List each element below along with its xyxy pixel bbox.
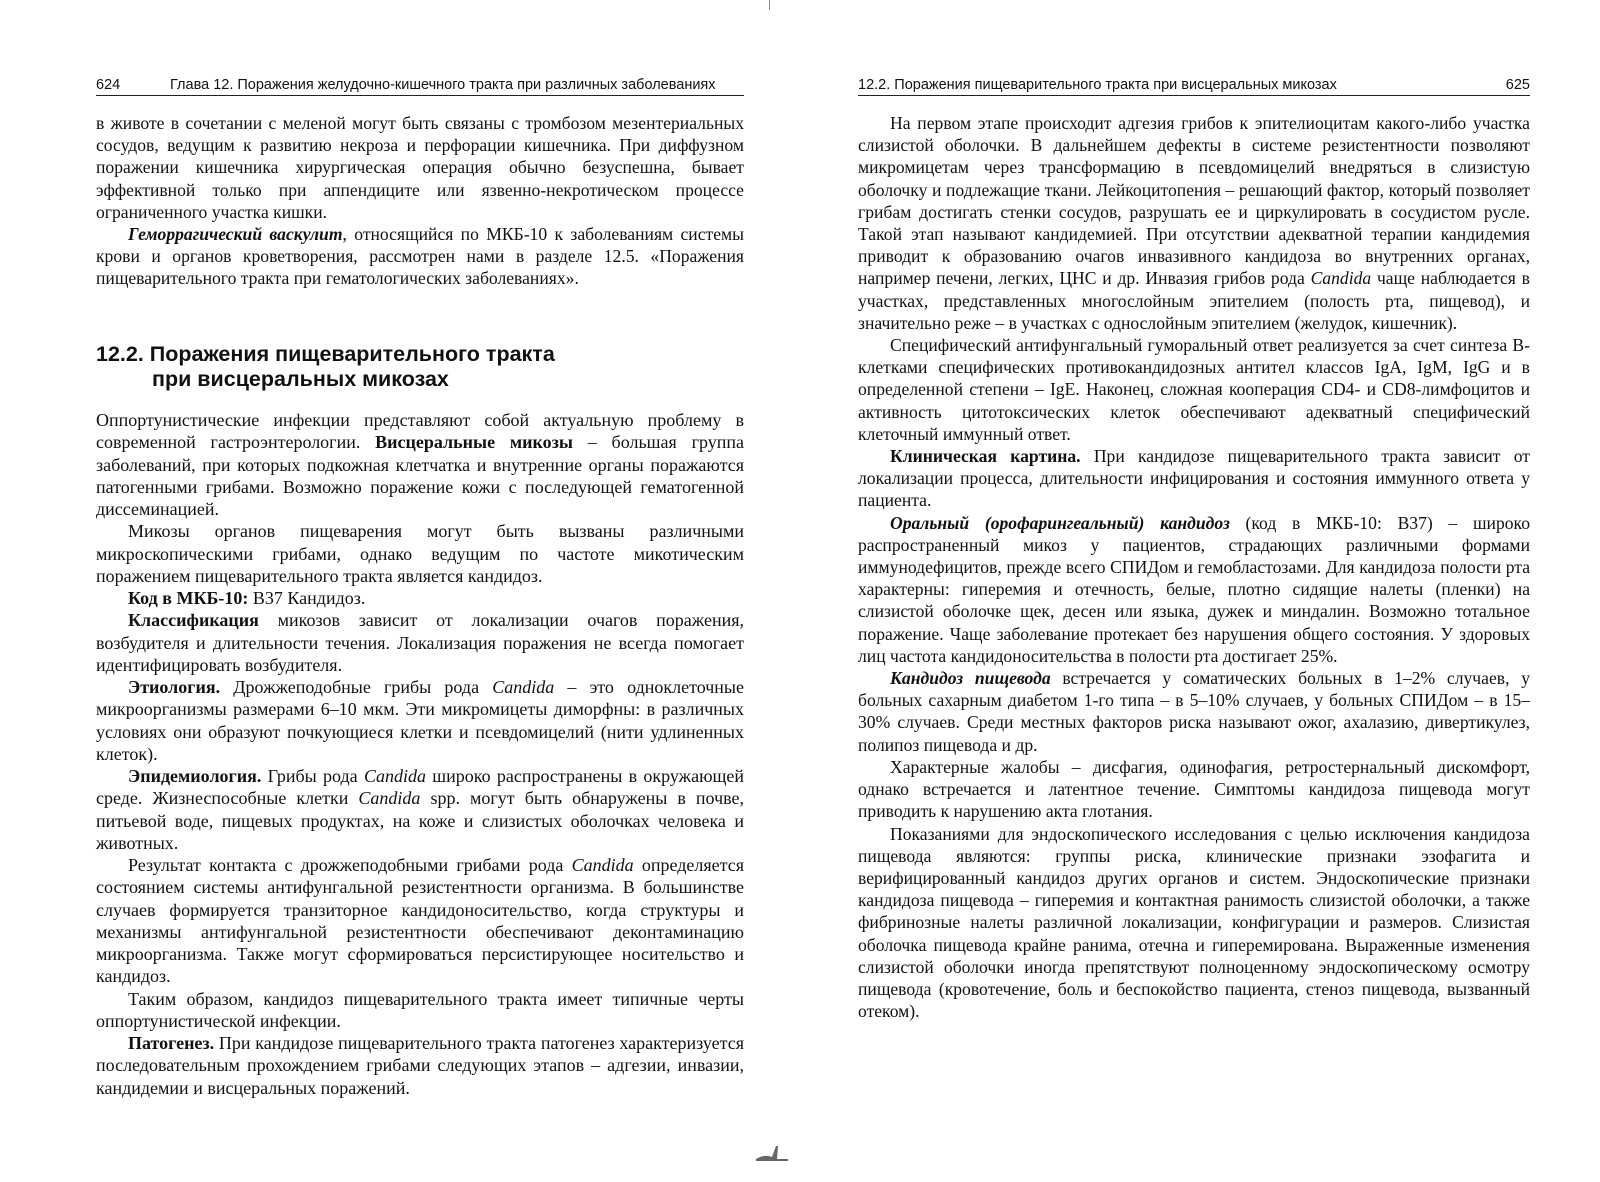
paragraph-text: чаще наблюдается в участках, представленных многослойным эпителием (полость рта, пищевод), и значительно реже – в участках с однослойным эпителием (желудок, кишечник). (858, 268, 1530, 333)
genus-name: Candida (1310, 268, 1372, 289)
paragraph-text: spp. могут быть обнаружены в почве, питьевой воде, пищевых продуктах, на коже и слизистых оболочках человека и животных. (96, 788, 745, 853)
term: Кандидоз пищевода (890, 668, 1051, 689)
right-running-header (858, 76, 1530, 96)
paragraph: Специфический антифунгальный гуморальный ответ реализуется за счет синтеза В-клетками специфических противокандидозных антител классов IgA, IgM, IgG и в определенной степени – IgE. Наконец, сложная кооперация CD4- и CD8-лимфоцитов и активность цитотоксических клеток обеспечивают адекватный специфический клеточный иммунный ответ. (858, 335, 1530, 444)
paragraph-text: широко распространены в окружающей среде. Жизнеспособные клетки (96, 766, 744, 809)
right-running-head-title: 12.2. Поражения пищеварительного тракта при висцеральных микозах (858, 77, 1337, 93)
paragraph: Микозы органов пищеварения могут быть вызваны различными микроскопическими грибами, однако ведущим по частоте микотическим поражением пищеварительного тракта является кандидоз. (96, 521, 744, 586)
paragraph-text: Оппортунистические инфекции представляют собой актуальную проблему в современной гастроэнтерологии. (96, 410, 744, 453)
paragraph-text: Грибы рода (261, 766, 364, 786)
term: Эпидемиология. (128, 766, 262, 786)
section-heading-line-2: при висцеральных микозах (152, 367, 449, 391)
paragraph-text: микозов зависит от локализации очагов поражения, возбудителя и длительности течения. Локализация поражения не всегда помогает идентифицировать возбудителя. (96, 610, 744, 675)
paragraph-text: определяется состоянием системы антифунгальной резистентности организма. В большинстве случаев формируется транзиторное кандидоносительство, когда структуры и механизмы антифунгальной резистентности обеспечивают деконтаминацию микроорганизма. Также могут сформироваться персистирующее носительство и кандидоз. (96, 855, 744, 987)
paragraph-text: При кандидозе пищеварительного тракта зависит от локализации процесса, длительности инфицирования и состояния иммунного ответа у пациента. (858, 446, 1530, 511)
paragraph (96, 409, 744, 520)
term: Клиническая картина. (890, 446, 1081, 467)
term: Этиология. (128, 677, 221, 697)
paragraph-text: (код в МКБ-10: В37) – широко распространенный микоз у пациентов, страдающих различными формами иммунодефицитов, прежде всего СПИДом и гемобластозами. Для кандидоза полости рта характерны: гиперемия и отечность, белые, плотно сидящие налеты (пленки) на слизистой оболочке щек, десен или языка, дужек и миндалин. Возможно тотальное поражение. Чаще заболевание протекает без нарушения общего состояния. У здоровых лиц частота кандидоносительства в полости рта достигает 25%. (858, 512, 1530, 666)
paragraph (96, 854, 744, 988)
paragraph (96, 609, 744, 676)
paragraph: Таким образом, кандидоз пищеварительного тракта имеет типичные черты оппортунистической инфекции. (96, 988, 744, 1031)
left-page-number: 624 (96, 77, 121, 93)
genus-name: Candida (358, 788, 421, 809)
paragraph-text: При кандидозе пищеварительного тракта патогенез характеризуется последовательным прохождением грибами следующих этапов – адгезии, инвазии, кандидемии и висцеральных поражений. (96, 1033, 744, 1098)
genus-name: Candida (492, 677, 555, 697)
left-section-text (96, 409, 744, 1099)
paragraph-text: – большая группа заболеваний, при которых подкожная клетчатка и внутренние органы поражаются патогенными грибами. Возможно поражение кожи с последующей гематогенной диссеминацией. (96, 432, 744, 519)
left-running-head-title: Глава 12. Поражения желудочно-кишечного тракта при различных заболеваниях (170, 77, 716, 93)
paragraph (858, 667, 1530, 756)
paragraph (96, 223, 744, 290)
paragraph-text: Дрожжеподобные грибы рода (220, 677, 493, 697)
paragraph (96, 587, 744, 609)
right-text (858, 112, 1530, 1022)
section-heading (96, 342, 744, 392)
term: Классификация (128, 610, 259, 631)
paragraph (96, 1032, 744, 1099)
binding-mark-top (769, 0, 770, 10)
paragraph-text: – это одноклеточные микроорганизмы размерами 6–10 мкм. Эти микромицеты диморфны: в различных условиях они образуют почкующиеся клетки и псевдомицелий (нити удлиненных клеток). (96, 677, 745, 764)
paragraph-text: встречается у соматических больных в 1–2% случаев, у больных сахарным диабетом 1-го типа – в 5–10% случаев, у больных СПИДом – в 15–30% случаев. Среди местных факторов риска называют ожог, ахалазию, дивертикулез, полипоз пищевода и др. (858, 668, 1530, 755)
paragraph: в животе в сочетании с меленой могут быть связаны с тромбозом мезентериальных сосудов, ведущим к развитию некроза и перфорации кишечника. При диффузном поражении кишечника хирургическая операция обычно безуспешна, бывает эффективной только при аппендиците или язвенно-некротическом процессе ограниченного участка кишки. (96, 113, 744, 222)
paragraph-text: Результат контакта с дрожжеподобными грибами рода (128, 855, 572, 875)
term: Код в МКБ-10: (128, 588, 249, 608)
paragraph (96, 765, 744, 854)
paragraph (858, 512, 1530, 667)
paragraph-text: На первом этапе происходит адгезия грибов к эпителиоцитам какого-либо участка слизистой оболочки. В дальнейшем дефекты в системе резистентности позволяют микромицетам через трансформацию в псевдомицелий внедряться в слизистую оболочку и подлежащие ткани. Лейкоцитопения – решающий фактор, который позволяет грибам достигать стенки сосудов, разрушать ее и циркулировать в сосудистом русле. Такой этап называют кандидемией. При отсутствии адекватной терапии кандидемия приводит к образованию очагов инвазивного кандидоза во внутренних органах, например печени, легких, ЦНС и др. Инвазия грибов рода (858, 113, 1530, 289)
term: Висцеральные микозы (375, 432, 573, 453)
right-page-number: 625 (1505, 77, 1530, 93)
genus-name: Candida (571, 855, 634, 875)
paragraph (858, 445, 1530, 512)
left-running-header (96, 76, 744, 96)
section-heading-line-1: 12.2. Поражения пищеварительного тракта (96, 342, 555, 366)
term: Геморрагический васкулит (128, 224, 343, 245)
left-top-text (96, 112, 744, 290)
term: Патогенез. (128, 1033, 215, 1053)
term: Оральный (орофарингеальный) кандидоз (890, 512, 1230, 533)
paragraph: Характерные жалобы – дисфагия, одинофагия, ретростернальный дискомфорт, однако встречается и латентное течение. Симптомы кандидоза пищевода могут приводить к нарушению акта глотания. (858, 756, 1530, 822)
paragraph-text: , относящийся по МКБ-10 к заболеваниям системы крови и органов кроветворения, рассмотрен нами в разделе 12.5. «Поражения пищеварительного тракта при гематологических заболеваниях». (96, 224, 744, 289)
genus-name: Candida (363, 766, 426, 786)
binding-mark-bottom (754, 1142, 790, 1162)
paragraph (858, 112, 1530, 334)
paragraph-text: В37 Кандидоз. (248, 588, 366, 608)
paragraph (96, 676, 744, 765)
paragraph: Показаниями для эндоскопического исследования с целью исключения кандидоза пищевода являются: группы риска, клинические признаки эзофагита и верифицированный кандидоз других органов и систем. Эндоскопические признаки кандидоза пищевода – гиперемия и контактная ранимость слизистой оболочки, а также фибринозные налеты различной локализации, конфигурации и размеров. Слизистая оболочка пищевода крайне ранима, отечна и гиперемирована. Выраженные изменения слизистой оболочки иногда препятствуют полноценному эндоскопическому осмотру пищевода (кровотечение, боль и беспокойство пациента, стеноз пищевода, вызванный отеком). (858, 823, 1530, 1022)
